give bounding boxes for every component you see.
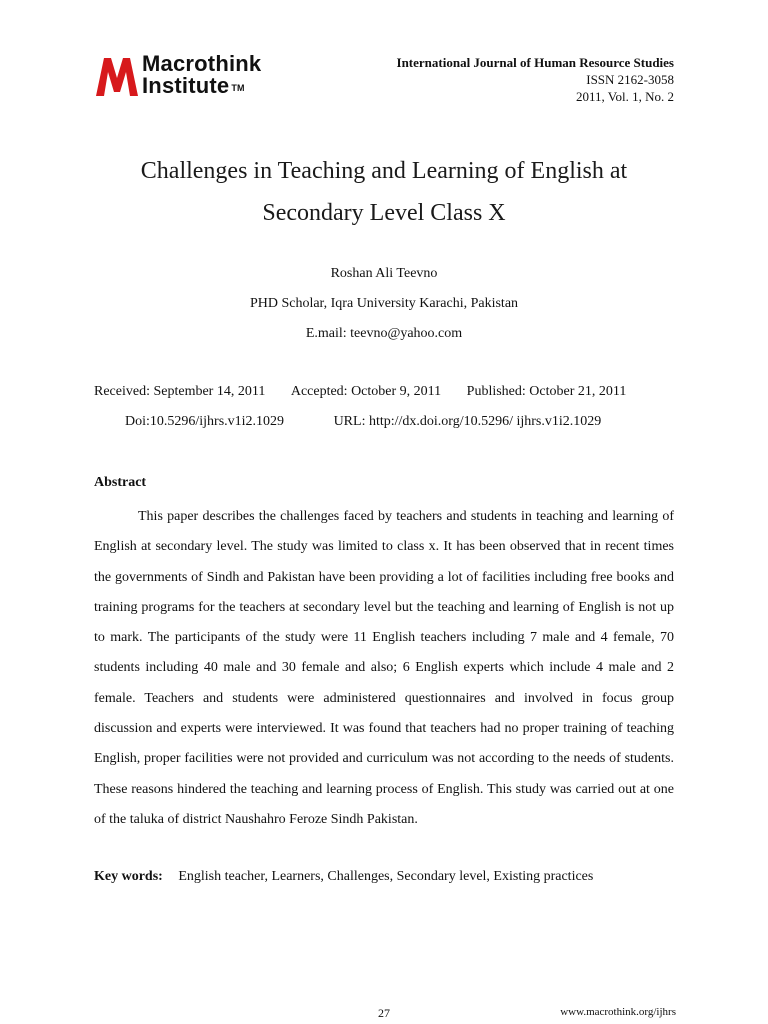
publication-dates	[94, 382, 626, 402]
keywords	[94, 867, 593, 887]
journal-volume: 2011, Vol. 1, No. 2	[576, 89, 674, 104]
doi-text: Doi:10.5296/ijhrs.v1i2.1029	[125, 414, 285, 429]
author-block	[0, 259, 768, 349]
author-affiliation: PHD Scholar, Iqra University Karachi, Pakistan	[249, 296, 519, 311]
abstract-heading: Abstract	[94, 475, 147, 490]
doi-line	[125, 412, 601, 432]
keywords-value: English teacher, Learners, Challenges, Secondary level, Existing practices	[178, 869, 594, 884]
trademark-mark: TM	[231, 83, 245, 93]
keywords-label: Key words:	[94, 869, 163, 884]
doi-url-link[interactable]: URL: http://dx.doi.org/10.5296/ ijhrs.v1i2.1029	[333, 414, 602, 429]
published-date: Published: October 21, 2011	[466, 384, 627, 399]
journal-header	[397, 54, 674, 105]
paper-title-line-1: Challenges in Teaching and Learning of English at	[140, 158, 628, 184]
macrothink-m-logo-icon	[94, 54, 140, 98]
paper-title	[0, 150, 768, 234]
logo-line-1: Macrothink	[142, 51, 262, 76]
logo-line-2-text: Institute	[142, 73, 230, 98]
paper-title-line-2: Secondary Level Class X	[262, 200, 506, 226]
journal-issn: ISSN 2162-3058	[586, 72, 674, 87]
footer-url-link[interactable]: www.macrothink.org/ijhrs	[560, 1006, 676, 1018]
abstract-body: This paper describes the challenges faced by teachers and students in teaching and learning of English at secondary level. The study was limited to class x. It has been observed that in recent times the governments of Sindh and Pakistan have been providing a lot of facilities including free books and training programs for the teachers at secondary level but the teaching and learning of English is not up to mark. The participants of the study were 11 English teachers including 7 male and 4 female, 70 students including 40 male and 30 female and also; 6 English experts which include 4 male and 2 female. Teachers and students were administered questionnaires and involved in focus group discussion and experts were interviewed. It was found that teachers had no proper training of teaching English, proper facilities were not provided and curriculum was not according to the needs of students. These reasons hindered the teaching and learning process of English. This study was carried out at one of the taluka of district Naushahro Feroze Sindh Pakistan.	[94, 509, 674, 827]
author-email: E.mail: teevno@yahoo.com	[305, 326, 463, 341]
accepted-date: Accepted: October 9, 2011	[290, 384, 442, 399]
logo-wordmark	[142, 53, 261, 97]
logo-line-2	[142, 75, 261, 97]
publisher-logo	[94, 52, 294, 102]
page-number: 27	[378, 1006, 390, 1020]
received-date: Received: September 14, 2011	[94, 384, 266, 399]
author-name: Roshan Ali Teevno	[330, 266, 438, 281]
journal-name: International Journal of Human Resource Studies	[396, 55, 674, 70]
